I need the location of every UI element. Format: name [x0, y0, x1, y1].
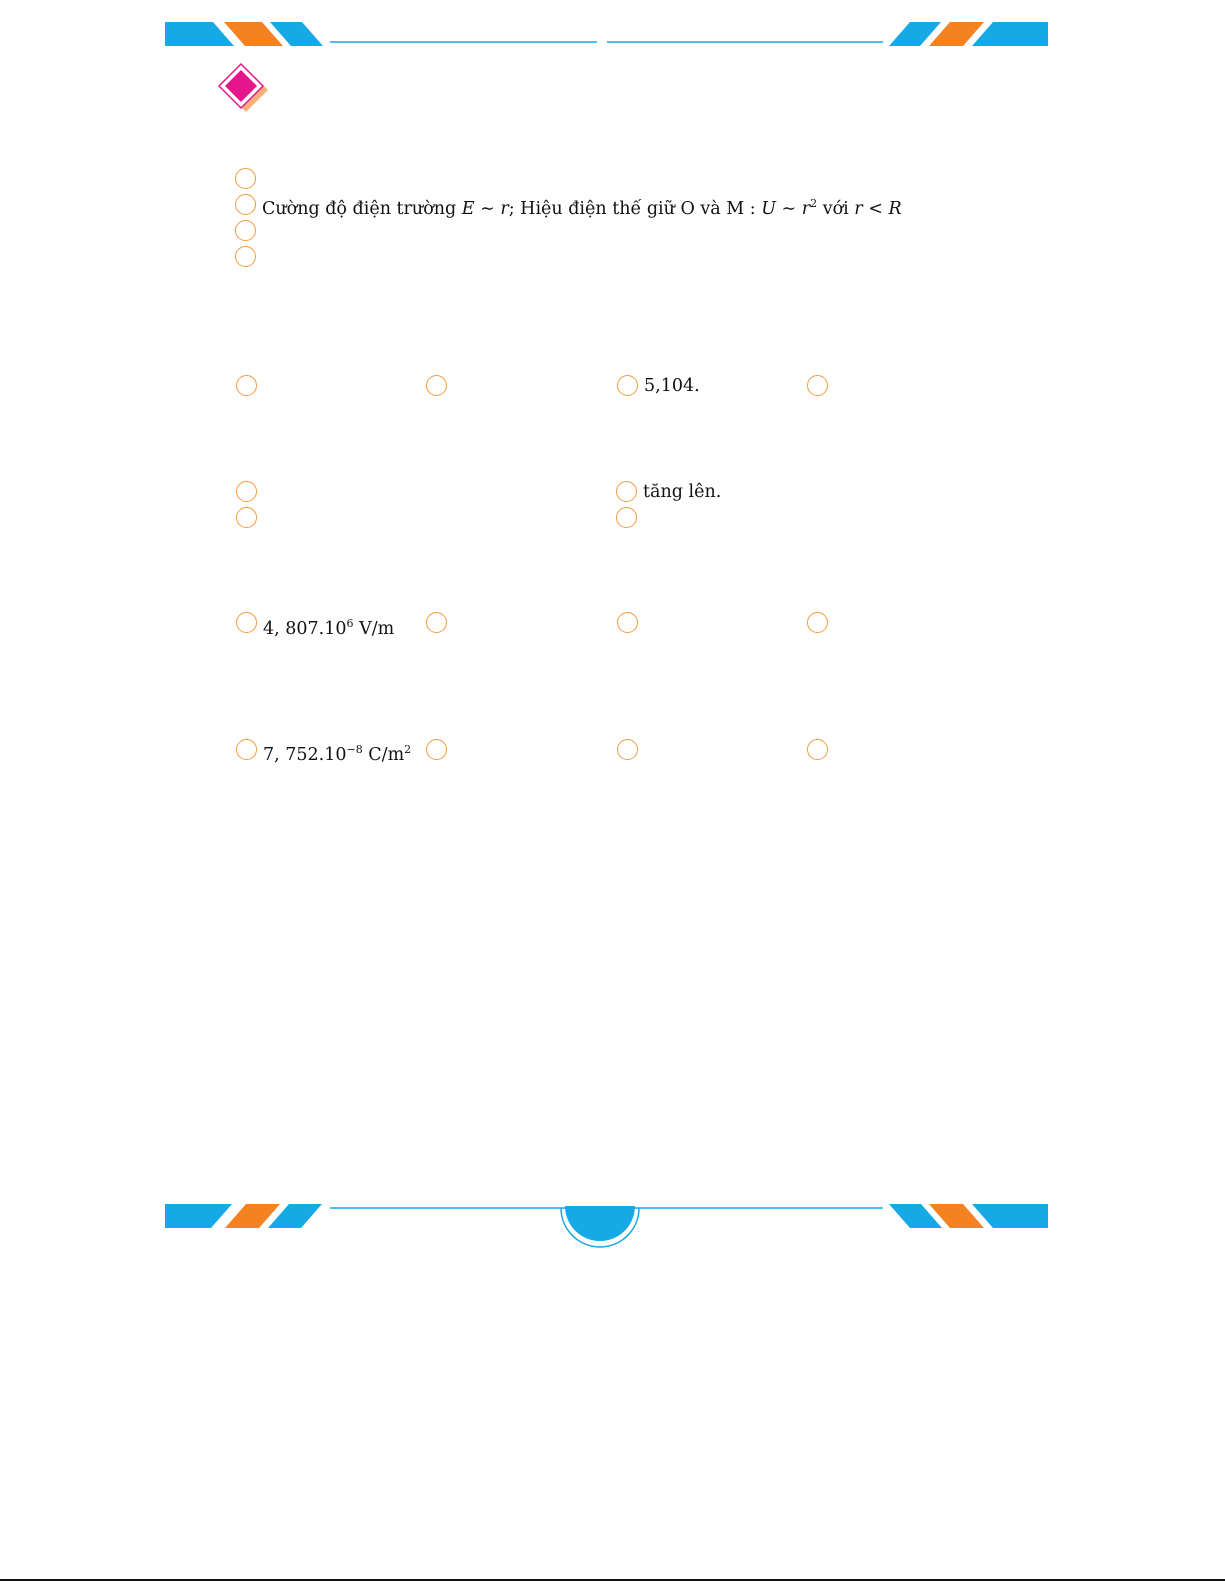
header-left-stripe-1 — [165, 22, 234, 46]
option-circle-a[interactable] — [235, 168, 256, 189]
option-circle-d[interactable] — [807, 375, 828, 396]
option-circle-a[interactable] — [236, 375, 257, 396]
header-right-stripe-3 — [972, 22, 1048, 46]
option-circle-d[interactable] — [807, 612, 828, 633]
header-banner — [0, 0, 1225, 60]
option-circle-a[interactable] — [236, 739, 257, 760]
footer-right-stripe-3 — [972, 1204, 1048, 1228]
option-circle-d[interactable] — [235, 246, 256, 267]
option-circle-b[interactable] — [426, 612, 447, 633]
option-circle-c[interactable] — [617, 739, 638, 760]
footer-left-stripe-1 — [165, 1204, 232, 1228]
option-b-text: tăng lên. — [643, 482, 722, 502]
option-a-text: 4, 807.10$^6$ V/m — [263, 617, 395, 639]
page-number-badge — [565, 1206, 635, 1241]
option-a-text: 7, $752.10^{-8}$ $C/m^2$ — [263, 743, 412, 765]
option-circle-b[interactable] — [235, 194, 256, 215]
option-circle-c[interactable] — [236, 507, 257, 528]
diamond-icon — [210, 62, 272, 118]
option-circle-b[interactable] — [616, 481, 637, 502]
footer-banner — [0, 1196, 1225, 1248]
option-circle-c[interactable] — [617, 375, 638, 396]
option-circle-b[interactable] — [426, 739, 447, 760]
option-circle-b[interactable] — [426, 375, 447, 396]
option-circle-d[interactable] — [616, 507, 637, 528]
option-circle-c[interactable] — [617, 612, 638, 633]
option-circle-a[interactable] — [236, 481, 257, 502]
page-bottom-rule — [0, 1579, 1225, 1581]
option-circle-d[interactable] — [807, 739, 828, 760]
option-b-text: Cường độ điện trường E ∼ r; Hiệu điện thế giữ O và M : U ∼ $r^2$ với r < R — [262, 197, 902, 219]
option-circle-a[interactable] — [236, 612, 257, 633]
option-c-text: 5,104. — [644, 376, 700, 396]
option-circle-c[interactable] — [235, 220, 256, 241]
